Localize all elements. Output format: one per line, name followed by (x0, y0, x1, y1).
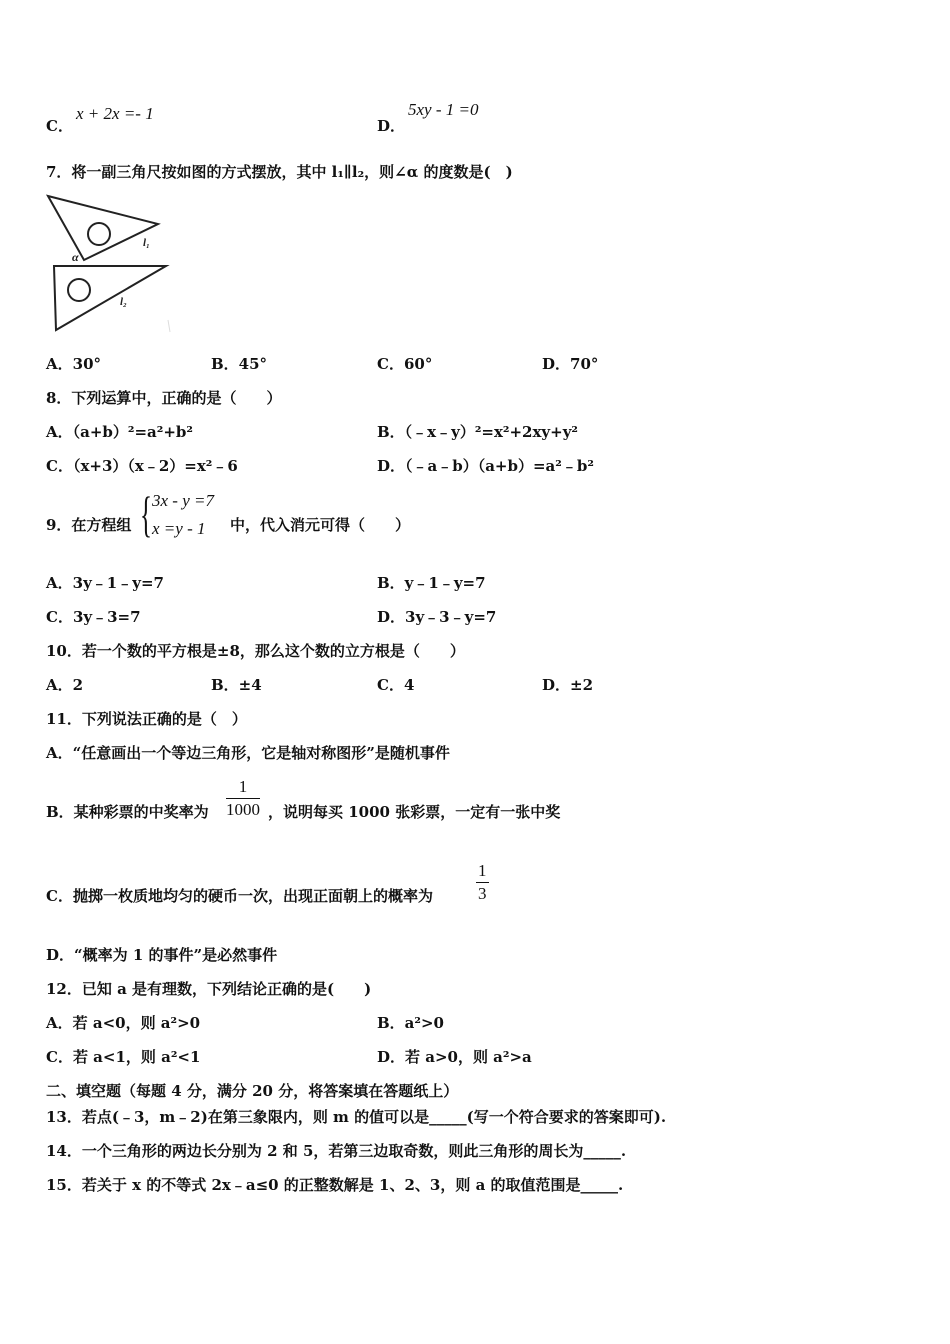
q11-option-b-prefix: B．某种彩票的中奖率为 (46, 803, 209, 821)
q12-option-a: A．若 a<0，则 a²>0 (46, 1014, 201, 1032)
q13-stem: 13．若点(﹣3，m﹣2)在第三象限内，则 m 的值可以是_____(写一个符合要求的答案即可). (46, 1108, 667, 1126)
q11-option-b-suffix: ，说明每买 1000 张彩票，一定有一张中奖 (268, 803, 561, 821)
q12-option-d: D．若 a>0，则 a²>a (377, 1048, 532, 1066)
q7-option-a: A．30° (46, 355, 102, 373)
section-2-heading: 二、填空题（每题 4 分，满分 20 分，将答案填在答题纸上） (46, 1082, 459, 1100)
q11-option-c-prefix: C．抛掷一枚质地均匀的硬币一次，出现正面朝上的概率为 (46, 887, 433, 905)
q11-option-c-numerator: 1 (476, 860, 489, 883)
q10-option-b: B．±4 (211, 676, 262, 694)
q6-option-d-label: D． (377, 117, 406, 135)
q6-option-c-label: C． (46, 117, 73, 135)
q10-option-a: A．2 (46, 676, 84, 694)
q7-triangle-figure (44, 192, 174, 337)
q7-fig-l1: l₁ (143, 237, 150, 249)
q11-option-b-denominator: 1000 (226, 800, 260, 819)
q9-system-brace: { (140, 486, 152, 542)
q7-option-b: B．45° (211, 355, 268, 373)
q11-option-a: A．“任意画出一个等边三角形，它是轴对称图形”是随机事件 (46, 744, 450, 762)
q12-stem: 12．已知 a 是有理数，下列结论正确的是( ) (46, 980, 372, 998)
q7-option-d: D．70° (542, 355, 599, 373)
q9-option-c: C．3y﹣3=7 (46, 608, 141, 626)
q9-stem-suffix: 中，代入消元可得（ ） (230, 516, 411, 534)
q15-stem: 15．若关于 x 的不等式 2x﹣a≤0 的正整数解是 1、2、3，则 a 的取值范围是_____. (46, 1176, 624, 1194)
q11-option-c-denominator: 3 (478, 884, 487, 903)
q9-equation-1: 3x - y =7 (152, 491, 214, 510)
q8-option-d: D．（﹣a﹣b）（a+b）=a²﹣b² (377, 457, 594, 475)
q11-option-b-numerator: 1 (226, 776, 260, 799)
q8-option-a: A．（a+b）²=a²+b² (46, 423, 193, 441)
q10-option-d: D．±2 (542, 676, 594, 694)
q8-option-b: B．（﹣x﹣y）²=x²+2xy+y² (377, 423, 579, 441)
q6-option-c-expr: x + 2x =- 1 (76, 104, 154, 123)
q7-fig-alpha: α (72, 250, 79, 264)
q10-option-c: C．4 (377, 676, 415, 694)
q11-stem: 11．下列说法正确的是（ ） (46, 710, 247, 728)
q14-stem: 14．一个三角形的两边长分别为 2 和 5，若第三边取奇数，则此三角形的周长为_____. (46, 1142, 627, 1160)
q7-option-c: C．60° (377, 355, 433, 373)
q9-stem-prefix: 9．在方程组 (46, 516, 132, 534)
q6-option-d-expr: 5xy - 1 =0 (408, 100, 479, 119)
q8-option-c: C．（x+3）（x﹣2）=x²﹣6 (46, 457, 238, 475)
q7-fig-l2: l₂ (120, 296, 127, 308)
q9-option-a: A．3y﹣1﹣y=7 (46, 574, 164, 592)
q9-option-b: B．y﹣1﹣y=7 (377, 574, 486, 592)
q8-stem: 8．下列运算中，正确的是（ ） (46, 389, 282, 407)
q9-option-d: D．3y﹣3﹣y=7 (377, 608, 497, 626)
q11-option-c-fraction (476, 860, 489, 905)
q9-equation-2: x =y - 1 (152, 519, 206, 538)
q11-option-b-fraction (226, 776, 260, 821)
q12-option-c: C．若 a<1，则 a²<1 (46, 1048, 201, 1066)
q12-option-b: B．a²>0 (377, 1014, 444, 1032)
q7-stem: 7．将一副三角尺按如图的方式摆放，其中 l₁∥l₂，则∠α 的度数是( ) (46, 163, 513, 181)
q11-option-d: D．“概率为 1 的事件”是必然事件 (46, 946, 278, 964)
q10-stem: 10．若一个数的平方根是±8，那么这个数的立方根是（ ） (46, 642, 465, 660)
